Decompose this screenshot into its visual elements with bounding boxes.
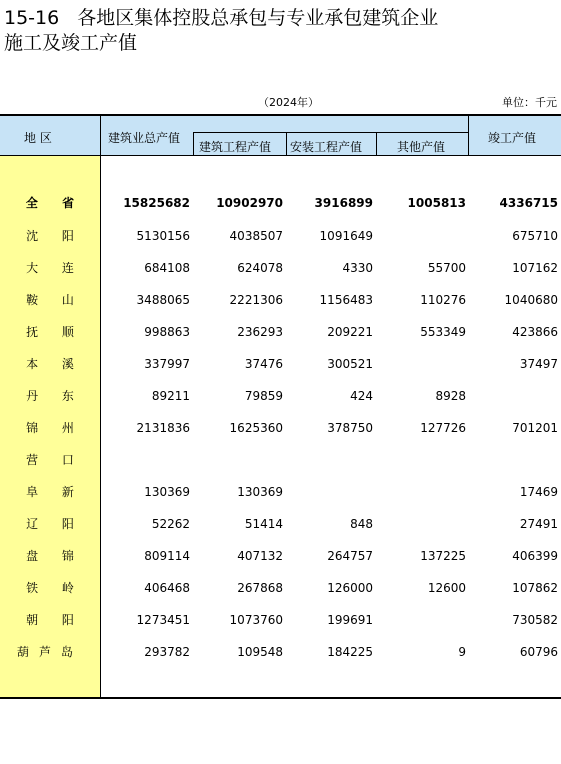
construction-cell: 130369 <box>237 485 283 499</box>
total-cell: 52262 <box>151 517 190 531</box>
installation-cell: 424 <box>350 389 373 403</box>
total-cell: 684108 <box>144 261 190 275</box>
construction-cell: 79859 <box>244 389 283 403</box>
region-cell <box>0 636 100 668</box>
installation-cell: 3916899 <box>314 196 373 210</box>
region-name: 辽 阳 <box>26 517 74 531</box>
other-cell: 1005813 <box>407 196 466 210</box>
completed-cell: 4336715 <box>499 196 558 210</box>
total-row <box>0 187 561 219</box>
installation-cell: 848 <box>350 517 373 531</box>
region-cell <box>0 348 100 380</box>
completed-cell: 27491 <box>519 517 558 531</box>
header-background <box>0 116 561 155</box>
title-line-1: 各地区集体控股总承包与专业承包建筑企业 <box>77 7 439 29</box>
installation-cell: 300521 <box>327 357 373 371</box>
header-completed: 竣工产值 <box>488 131 537 145</box>
table-row <box>0 636 561 668</box>
region-name: 抚 顺 <box>26 325 74 339</box>
unit-label: 单位：千元 <box>502 96 557 109</box>
completed-cell: 1040680 <box>504 293 558 307</box>
construction-cell: 2221306 <box>229 293 283 307</box>
other-cell: 55700 <box>427 261 466 275</box>
header-total-output: 建筑业总产值 <box>108 131 181 145</box>
installation-cell: 126000 <box>327 581 373 595</box>
region-cell <box>0 444 100 476</box>
completed-cell: 37497 <box>519 357 558 371</box>
region-name: 葫芦岛 <box>16 645 83 659</box>
header-rule <box>0 155 561 156</box>
region-name: 阜 新 <box>26 485 74 499</box>
construction-cell: 624078 <box>237 261 283 275</box>
region-name: 鞍 山 <box>26 293 74 307</box>
region-name: 盘 锦 <box>26 549 74 563</box>
table-row <box>0 380 561 412</box>
installation-cell: 1091649 <box>319 229 373 243</box>
installation-cell: 209221 <box>327 325 373 339</box>
construction-cell: 51414 <box>244 517 283 531</box>
header-divider <box>468 116 469 155</box>
construction-cell: 1625360 <box>229 421 283 435</box>
installation-cell: 184225 <box>327 645 373 659</box>
other-cell: 137225 <box>420 549 466 563</box>
other-cell: 8928 <box>435 389 466 403</box>
header-divider <box>193 133 194 155</box>
region-cell <box>0 187 100 219</box>
region-cell <box>0 316 100 348</box>
region-cell <box>0 508 100 540</box>
region-name: 全 省 <box>25 196 75 210</box>
installation-cell: 264757 <box>327 549 373 563</box>
header-region: 地 区 <box>24 131 52 145</box>
other-cell: 9 <box>458 645 466 659</box>
region-name: 朝 阳 <box>26 613 74 627</box>
completed-cell: 701201 <box>512 421 558 435</box>
table-row <box>0 348 561 380</box>
table-row <box>0 444 561 476</box>
total-cell: 89211 <box>151 389 190 403</box>
table-row <box>0 572 561 604</box>
bottom-rule <box>0 697 561 699</box>
table-row <box>0 252 561 284</box>
construction-cell: 109548 <box>237 645 283 659</box>
other-cell: 553349 <box>420 325 466 339</box>
total-cell: 293782 <box>144 645 190 659</box>
region-name: 丹 东 <box>26 389 74 403</box>
region-name: 锦 州 <box>26 421 74 435</box>
installation-cell: 199691 <box>327 613 373 627</box>
completed-cell: 675710 <box>512 229 558 243</box>
region-cell <box>0 220 100 252</box>
region-cell <box>0 540 100 572</box>
region-cell <box>0 476 100 508</box>
total-cell: 2131836 <box>136 421 190 435</box>
completed-cell: 107162 <box>512 261 558 275</box>
construction-cell: 407132 <box>237 549 283 563</box>
completed-cell: 406399 <box>512 549 558 563</box>
installation-cell: 378750 <box>327 421 373 435</box>
table-row <box>0 316 561 348</box>
header-divider <box>376 133 377 155</box>
region-name: 营 口 <box>26 453 74 467</box>
installation-cell: 1156483 <box>319 293 373 307</box>
construction-cell: 37476 <box>244 357 283 371</box>
table-row <box>0 508 561 540</box>
table-row <box>0 476 561 508</box>
total-cell: 337997 <box>144 357 190 371</box>
header-other: 其他产值 <box>397 140 446 154</box>
total-cell: 998863 <box>144 325 190 339</box>
region-name: 沈 阳 <box>26 229 74 243</box>
title-line-2: 施工及竣工产值 <box>4 32 138 54</box>
header-divider <box>286 133 287 155</box>
total-cell: 130369 <box>144 485 190 499</box>
region-name: 本 溪 <box>26 357 74 371</box>
construction-cell: 4038507 <box>229 229 283 243</box>
total-cell: 809114 <box>144 549 190 563</box>
construction-cell: 1073760 <box>229 613 283 627</box>
table-row <box>0 604 561 636</box>
construction-cell: 267868 <box>237 581 283 595</box>
other-cell: 110276 <box>420 293 466 307</box>
region-name: 大 连 <box>26 261 74 275</box>
table-row <box>0 284 561 316</box>
region-name: 铁 岭 <box>26 581 74 595</box>
region-cell <box>0 604 100 636</box>
top-rule <box>0 114 561 116</box>
region-cell <box>0 572 100 604</box>
completed-cell: 60796 <box>519 645 558 659</box>
region-cell <box>0 380 100 412</box>
other-cell: 12600 <box>427 581 466 595</box>
table-row <box>0 412 561 444</box>
completed-cell: 17469 <box>519 485 558 499</box>
total-cell: 15825682 <box>123 196 190 210</box>
table-row <box>0 220 561 252</box>
installation-cell: 4330 <box>342 261 373 275</box>
table-number: 15-16 <box>4 7 60 29</box>
completed-cell: 730582 <box>512 613 558 627</box>
total-cell: 5130156 <box>136 229 190 243</box>
construction-cell: 10902970 <box>216 196 283 210</box>
region-cell <box>0 252 100 284</box>
header-installation: 安装工程产值 <box>290 140 363 154</box>
other-cell: 127726 <box>420 421 466 435</box>
header-construction: 建筑工程产值 <box>199 140 272 154</box>
region-cell <box>0 412 100 444</box>
total-cell: 3488065 <box>136 293 190 307</box>
completed-cell: 107862 <box>512 581 558 595</box>
construction-cell: 236293 <box>237 325 283 339</box>
subheader-rule <box>193 132 468 133</box>
table-title <box>4 6 438 56</box>
total-cell: 406468 <box>144 581 190 595</box>
year-label: （2024年） <box>258 96 319 109</box>
region-cell <box>0 284 100 316</box>
table-row <box>0 540 561 572</box>
completed-cell: 423866 <box>512 325 558 339</box>
total-cell: 1273451 <box>136 613 190 627</box>
